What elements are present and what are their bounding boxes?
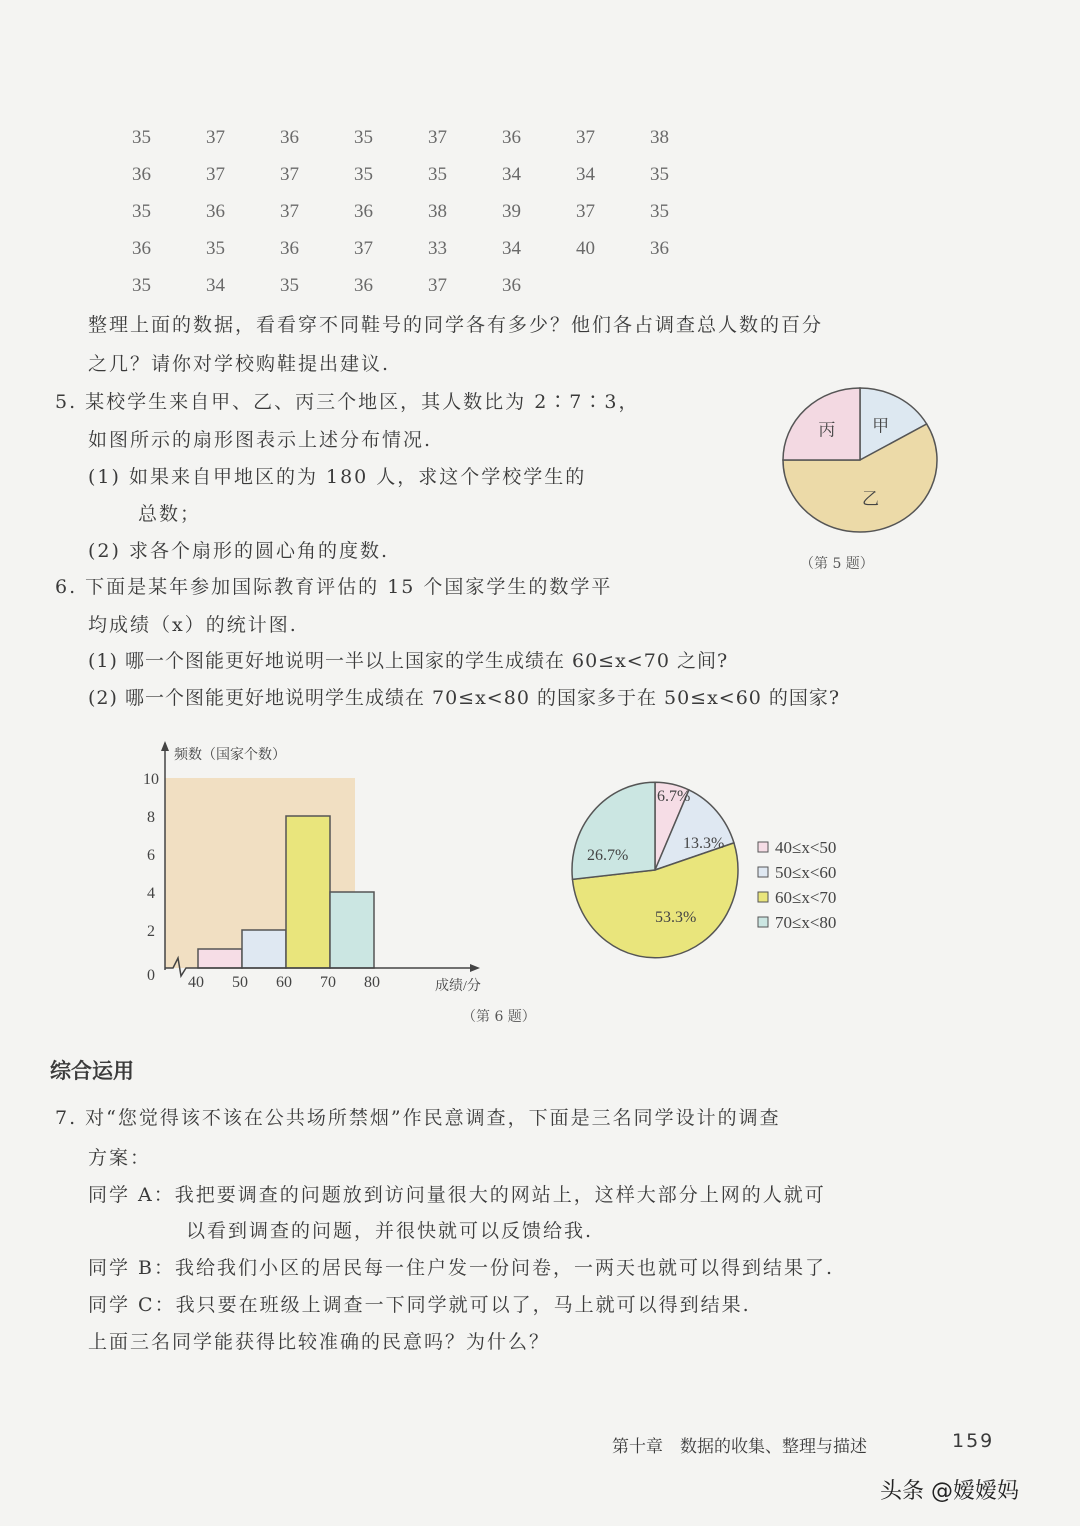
- pie-data-label: 6.7%: [657, 788, 691, 805]
- q5-text: (1) 如果来自甲地区的为 180 人，求这个学校学生的: [88, 466, 587, 488]
- shoe-size-value: 35: [650, 164, 669, 185]
- shoe-size-value: 38: [650, 127, 669, 148]
- shoe-size-value: 37: [576, 201, 595, 222]
- shoe-size-value: 34: [206, 275, 225, 296]
- shoe-size-value: 36: [280, 127, 299, 148]
- q6-text: (2) 哪一个图能更好地说明学生成绩在 70≤x<80 的国家多于在 50≤x<60 的国家?: [88, 687, 841, 709]
- score-histogram: [130, 735, 530, 995]
- shoe-size-value: 37: [280, 201, 299, 222]
- pie-slice: [572, 782, 655, 879]
- q7-text: 7. 对“您觉得该不该在公共场所禁烟”作民意调查，下面是三名同学设计的调查: [55, 1107, 781, 1129]
- shoe-size-value: 36: [354, 201, 373, 222]
- q5-text: (2) 求各个扇形的圆心角的度数.: [88, 540, 389, 562]
- y-tick-label: 6: [147, 847, 155, 864]
- shoe-size-value: 39: [502, 201, 521, 222]
- shoe-size-value: 37: [428, 127, 447, 148]
- y-axis-label: 频数（国家个数）: [174, 748, 286, 763]
- shoe-size-value: 37: [354, 238, 373, 259]
- shoe-size-value: 36: [280, 238, 299, 259]
- shoe-size-value: 38: [428, 201, 447, 222]
- shoe-size-value: 37: [280, 164, 299, 185]
- x-tick-label: 80: [364, 974, 380, 991]
- shoe-size-value: 36: [502, 127, 521, 148]
- legend-swatch: [758, 917, 768, 927]
- shoe-size-value: 35: [132, 201, 151, 222]
- pie-slice-label: 丙: [818, 420, 836, 440]
- footer-chapter: 第十章 数据的收集、整理与描述: [612, 1437, 867, 1457]
- watermark: 头条 @嫒嫒妈: [880, 1479, 1019, 1504]
- shoe-size-value: 36: [650, 238, 669, 259]
- shoe-size-value: 35: [428, 164, 447, 185]
- legend-label: 40≤x<50: [775, 838, 837, 857]
- y-axis-arrow: [161, 741, 169, 751]
- pie-data-label: 13.3%: [683, 835, 725, 852]
- shoe-size-value: 34: [576, 164, 595, 185]
- legend-label: 60≤x<70: [775, 888, 837, 907]
- x-axis-label: 成绩/分: [435, 979, 481, 994]
- legend-swatch: [758, 842, 768, 852]
- q7-text: 方案：: [88, 1147, 152, 1169]
- histogram-bar: [330, 892, 374, 968]
- legend-label: 50≤x<60: [775, 863, 837, 882]
- figure-caption-5: （第 5 题）: [800, 556, 874, 572]
- shoe-size-value: 36: [132, 238, 151, 259]
- q4-text-line: 整理上面的数据，看看穿不同鞋号的同学各有多少？他们各占调查总人数的百分: [88, 314, 824, 336]
- pie-slice-label: 乙: [861, 489, 879, 509]
- q7-text: 同学 A：我把要调查的问题放到访问量很大的网站上，这样大部分上网的人就可: [88, 1184, 826, 1206]
- legend-swatch: [758, 892, 768, 902]
- shoe-size-value: 37: [428, 275, 447, 296]
- y-tick-label: 4: [147, 885, 155, 902]
- shoe-size-value: 34: [502, 238, 521, 259]
- histogram-bar: [286, 816, 330, 968]
- x-axis-arrow: [470, 964, 480, 972]
- shoe-size-value: 35: [354, 164, 373, 185]
- y-tick-label: 8: [147, 809, 155, 826]
- histogram-bar: [198, 949, 242, 968]
- region-pie-chart: [770, 375, 950, 545]
- shoe-size-value: 35: [280, 275, 299, 296]
- section-title: 综合运用: [50, 1059, 134, 1083]
- page-number: 159: [952, 1430, 995, 1452]
- shoe-size-value: 40: [576, 238, 595, 259]
- x-tick-label: 40: [188, 974, 204, 991]
- y-tick-label: 2: [147, 923, 155, 940]
- legend-label: 70≤x<80: [775, 913, 837, 932]
- y-tick-label: 10: [143, 771, 159, 788]
- shoe-size-value: 36: [132, 164, 151, 185]
- x-tick-label: 50: [232, 974, 248, 991]
- q7-text: 以看到调查的问题，并很快就可以反馈给我.: [186, 1220, 594, 1242]
- q5-text: 5. 某校学生来自甲、乙、丙三个地区，其人数比为 2∶7∶3，: [55, 391, 640, 413]
- shoe-size-value: 36: [354, 275, 373, 296]
- shoe-size-value: 36: [502, 275, 521, 296]
- pie-data-label: 53.3%: [655, 909, 697, 926]
- pie-data-label: 26.7%: [587, 847, 629, 864]
- shoe-size-value: 37: [206, 127, 225, 148]
- q7-text: 同学 C：我只要在班级上调查一下同学就可以了，马上就可以得到结果.: [88, 1294, 751, 1316]
- shoe-size-value: 35: [650, 201, 669, 222]
- score-pie-chart: [560, 780, 900, 960]
- pie-slice-label: 甲: [872, 416, 890, 436]
- figure-caption-6: （第 6 题）: [462, 1009, 536, 1025]
- shoe-size-value: 33: [428, 238, 447, 259]
- shoe-size-value: 34: [502, 164, 521, 185]
- shoe-size-value: 36: [206, 201, 225, 222]
- q6-text: 6. 下面是某年参加国际教育评估的 15 个国家学生的数学平: [55, 576, 613, 598]
- shoe-size-value: 35: [206, 238, 225, 259]
- q4-text-line: 之几？请你对学校购鞋提出建议.: [88, 353, 391, 375]
- q6-text: 均成绩（x）的统计图.: [88, 614, 298, 636]
- x-tick-label: 70: [320, 974, 336, 991]
- shoe-size-value: 35: [354, 127, 373, 148]
- shoe-size-value: 35: [132, 275, 151, 296]
- legend-swatch: [758, 867, 768, 877]
- shoe-size-value: 37: [206, 164, 225, 185]
- q7-text: 上面三名同学能获得比较准确的民意吗？为什么？: [88, 1331, 551, 1353]
- x-tick-label: 60: [276, 974, 292, 991]
- shoe-size-value: 35: [132, 127, 151, 148]
- y-tick-label: 0: [147, 967, 155, 984]
- histogram-bar: [242, 930, 286, 968]
- q6-text: (1) 哪一个图能更好地说明一半以上国家的学生成绩在 60≤x<70 之间?: [88, 650, 729, 672]
- q5-text: 总数；: [138, 503, 202, 525]
- q5-text: 如图所示的扇形图表示上述分布情况.: [88, 429, 433, 451]
- shoe-size-value: 37: [576, 127, 595, 148]
- q7-text: 同学 B：我给我们小区的居民每一住户发一份问卷，一两天也就可以得到结果了.: [88, 1257, 835, 1279]
